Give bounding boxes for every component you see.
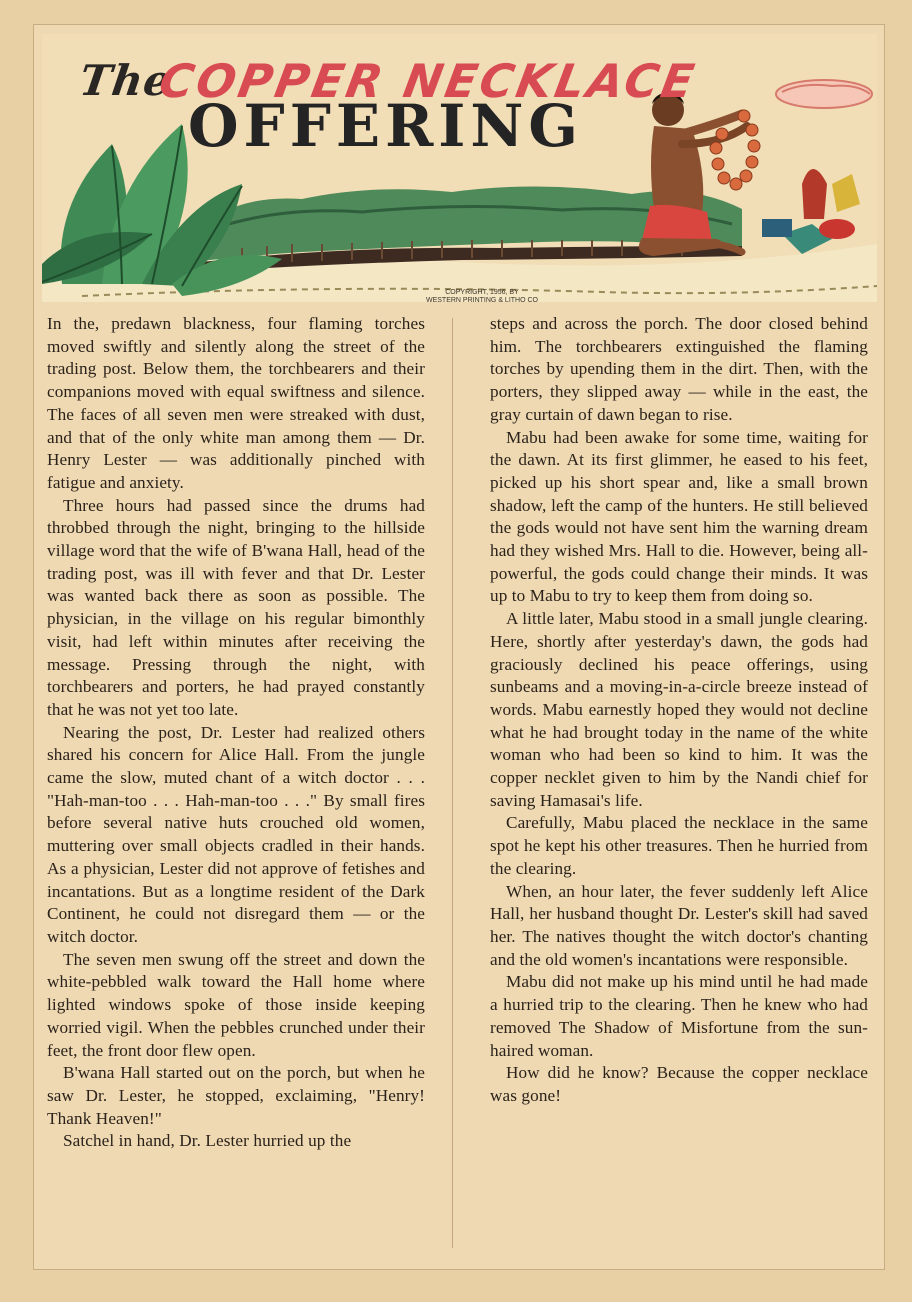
copyright-notice <box>382 289 582 302</box>
copyright-line-2: WESTERN PRINTING & LITHO CO <box>425 297 538 302</box>
paragraph: Mabu did not make up his mind until he had made a hurried trip to the clearing. Then he knew who had removed The Shadow of Misfortune from the sun-haired woman. <box>490 972 868 1060</box>
paragraph: Satchel in hand, Dr. Lester hurried up the <box>63 1131 352 1151</box>
title-word-the: The <box>76 56 175 105</box>
paragraph: steps and across the porch. The door closed behind him. The torchbearers extinguished the flaming torches by upending them in the dirt. Then, with the porters, they slipped away — while in the east, the gray curtain of dawn began to rise. <box>490 314 868 424</box>
paragraph: Mabu had been awake for some time, waiting for the dawn. At its first glimmer, he eased to his feet, picked up his short spear and, like a small brown shadow, left the camp of the hunters. He still believed the gods would not have sent him the warning dream had they wished Mrs. Hall to die. However, being all-powerful, the gods could change their minds. It was up to Mabu to try to keep them from doing so. <box>490 427 868 606</box>
paragraph: The seven men swung off the street and down the white-pebbled walk toward the Hall home where lighted windows spoke of those inside keeping worried vigil. When the pebbles crunched under their feet, the front door flew open. <box>47 949 425 1060</box>
paragraph: A little later, Mabu stood in a small jungle clearing. Here, shortly after yesterday's dawn, the gods had graciously declined his peace offerings, using sunbeams and a moving-in-a-circle breeze instead of words. Mabu earnestly hoped they would not decline what he had brought today in the name of the white woman who had been so kind to him. It was the copper necklet given to him by the Nandi chief for saving Hamasai's life. <box>490 609 868 810</box>
paragraph: In the, predawn blackness, four flaming torches moved swiftly and silently along the street of the trading post. Below them, the torchbearers and their companions moved with equal swiftness and silence. The faces of all seven men were streaked with dust, and that of the only white man among them — Dr. Henry Lester — was additionally pinched with fatigue and anxiety. <box>47 314 425 492</box>
left-text-column <box>47 313 425 1153</box>
paragraph: When, an hour later, the fever suddenly left Alice Hall, her husband thought Dr. Lester's skill had saved her. The natives thought the witch doctor's chanting and the old women's incantations were responsible. <box>490 881 868 969</box>
paragraph: How did he know? Because the copper necklace was gone! <box>490 1063 868 1105</box>
paragraph: B'wana Hall started out on the porch, but when he saw Dr. Lester, he stopped, exclaiming, "Henry! Thank Heaven!" <box>47 1063 425 1128</box>
right-text-column <box>490 313 868 1108</box>
paragraph: Carefully, Mabu placed the necklace in the same spot he kept his other treasures. Then he hurried from the clearing. <box>490 813 868 878</box>
copyright-line-1: COPYRIGHT, 1956, BY <box>445 289 519 296</box>
offerings-illustration <box>762 169 860 254</box>
cloud-illustration <box>776 80 872 108</box>
title-offering: OFFERING <box>188 92 583 160</box>
paragraph: Nearing the post, Dr. Lester had realized others shared his concern for Alice Hall. From the jungle came the slow, muted chant of a witch doctor . . . "Hah-man-too . . . Hah-man-too . . ." By small fires before several native huts crouched old women, muttering over small objects cradled in their hands. As a physician, Lester did not approve of fetishes and incantations. But as a longtime resident of the Dark Continent, he could not disregard them — or the witch doctor. <box>47 722 425 946</box>
title-copper-necklace: COPPER NECKLACE <box>155 54 701 108</box>
paragraph: Three hours had passed since the drums had throbbed through the night, bringing to the hillside village word that the wife of B'wana Hall, head of the trading post, was ill with fever and that Dr. Lester was wanted back there as soon as possible. The physician, in the village on his regular bimonthly visit, had left within minutes after receiving the message. Pressing through the night, with torchbearers and porters, he had prayed constantly that he was not yet too late. <box>47 495 425 719</box>
column-divider <box>452 318 453 1248</box>
title-banner <box>42 34 877 302</box>
